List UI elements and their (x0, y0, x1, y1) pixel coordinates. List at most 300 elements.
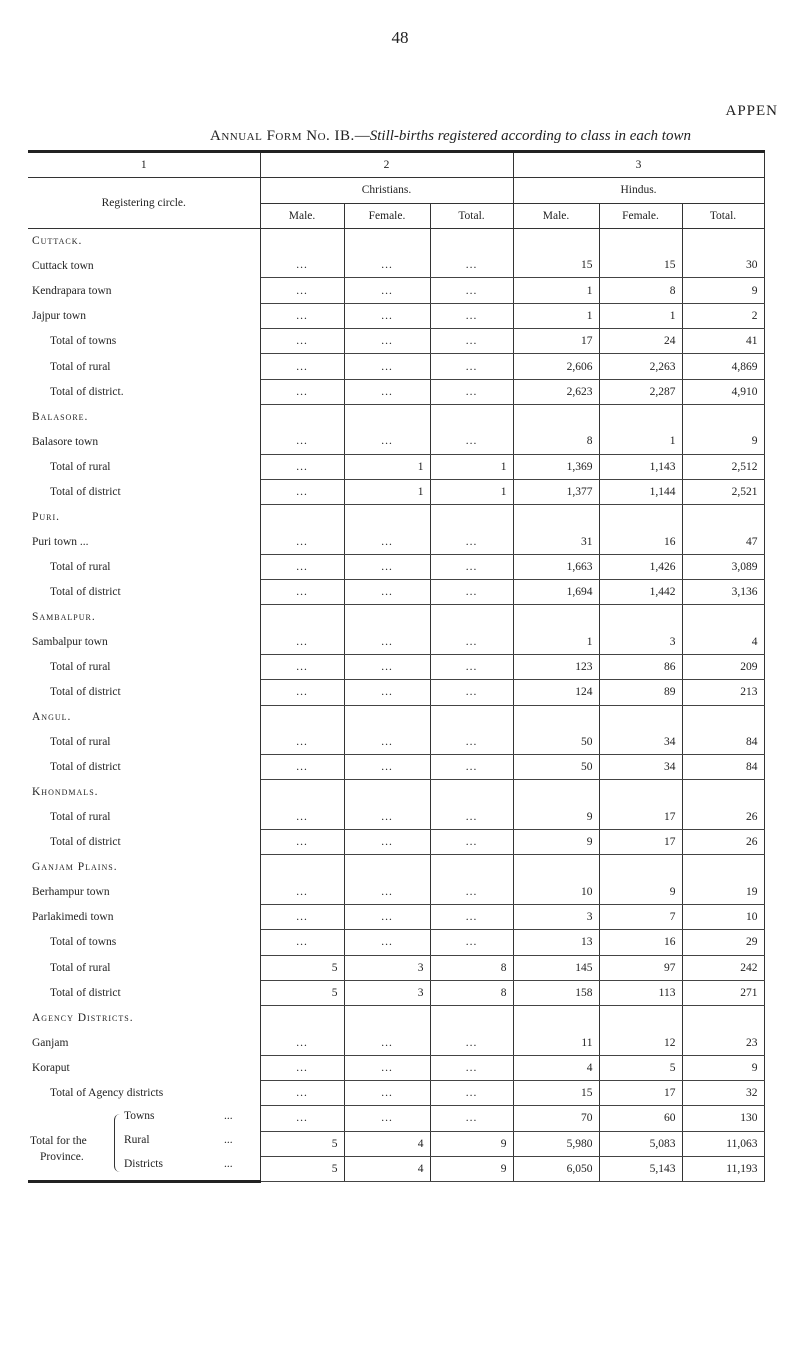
cell-christian-female: ... (344, 1055, 430, 1080)
cell-hindu-male: 5,980 (513, 1131, 599, 1156)
empty-cell (682, 404, 764, 429)
cell-christian-total: ... (430, 880, 513, 905)
cell-christian-female: ... (344, 654, 430, 679)
cell-christian-total: ... (430, 379, 513, 404)
province-label-b: Province. (40, 1150, 84, 1163)
cell-hindu-female: 17 (599, 830, 682, 855)
cell-christian-total: ... (430, 654, 513, 679)
header-row-groups (28, 178, 764, 203)
table-row (28, 253, 764, 278)
cell-hindu-total: 19 (682, 880, 764, 905)
cell-hindu-total: 4 (682, 630, 764, 655)
cell-christian-male: ... (260, 805, 344, 830)
cell-hindu-female: 1,442 (599, 580, 682, 605)
cell-christian-total: ... (430, 680, 513, 705)
empty-cell (599, 855, 682, 880)
cell-hindu-female: 24 (599, 329, 682, 354)
cell-hindu-male: 9 (513, 830, 599, 855)
empty-cell (260, 228, 344, 253)
cell-hindu-male: 1,663 (513, 554, 599, 579)
form-subtitle: Still-births registered according to class in each town (369, 128, 691, 144)
cell-hindu-total: 32 (682, 1080, 764, 1105)
cell-hindu-total: 3,089 (682, 554, 764, 579)
empty-cell (260, 780, 344, 805)
cell-christian-male: ... (260, 454, 344, 479)
form-number: Annual Form No. IB. (210, 128, 355, 144)
cell-hindu-female: 60 (599, 1106, 682, 1131)
empty-cell (344, 705, 430, 730)
cell-hindu-male: 1,377 (513, 479, 599, 504)
cell-christian-female: ... (344, 730, 430, 755)
cell-christian-male: ... (260, 730, 344, 755)
empty-cell (599, 505, 682, 530)
row-label: Total of rural (28, 805, 260, 830)
empty-cell (430, 780, 513, 805)
table-row (28, 980, 764, 1005)
cell-hindu-total: 26 (682, 830, 764, 855)
cell-hindu-female: 86 (599, 654, 682, 679)
cell-christian-male: ... (260, 1106, 344, 1131)
cell-hindu-total: 209 (682, 654, 764, 679)
row-label: Total of district (28, 680, 260, 705)
empty-cell (344, 228, 430, 253)
cell-hindu-male: 1,694 (513, 580, 599, 605)
empty-cell (430, 855, 513, 880)
empty-cell (513, 228, 599, 253)
section-header-sambalpur (28, 605, 764, 630)
table-row (28, 805, 764, 830)
cell-hindu-female: 34 (599, 730, 682, 755)
cell-hindu-total: 9 (682, 278, 764, 303)
section-title: Angul. (28, 705, 260, 730)
dot-leader: ... (224, 1109, 233, 1122)
row-label: Total of rural (28, 654, 260, 679)
row-label: Sambalpur town (28, 630, 260, 655)
cell-hindu-male: 124 (513, 680, 599, 705)
cell-christian-total: ... (430, 1055, 513, 1080)
table-row (28, 1080, 764, 1105)
cell-christian-male: ... (260, 1030, 344, 1055)
cell-hindu-male: 15 (513, 1080, 599, 1105)
row-label: Total of rural (28, 354, 260, 379)
cell-christian-female: ... (344, 329, 430, 354)
cell-hindu-female: 1,426 (599, 554, 682, 579)
table-row (28, 955, 764, 980)
section-title: Puri. (28, 505, 260, 530)
cell-christian-total: 8 (430, 980, 513, 1005)
section-header-agency (28, 1006, 764, 1031)
empty-cell (260, 855, 344, 880)
empty-cell (599, 705, 682, 730)
empty-cell (344, 505, 430, 530)
cell-hindu-female: 9 (599, 880, 682, 905)
table-row (28, 354, 764, 379)
cell-christian-female: ... (344, 379, 430, 404)
row-label: Total of towns (28, 930, 260, 955)
form-title (210, 128, 790, 145)
row-label: Total of rural (28, 554, 260, 579)
cell-christian-female: ... (344, 1030, 430, 1055)
cell-hindu-male: 145 (513, 955, 599, 980)
cell-christian-total: ... (430, 554, 513, 579)
table-row (28, 880, 764, 905)
cell-hindu-female: 16 (599, 930, 682, 955)
cell-christian-female: ... (344, 805, 430, 830)
cell-hindu-male: 3 (513, 904, 599, 929)
cell-hindu-male: 70 (513, 1106, 599, 1131)
row-label: Total of Agency districts (28, 1080, 260, 1105)
cell-christian-male: ... (260, 580, 344, 605)
empty-cell (599, 605, 682, 630)
section-header-balasore (28, 404, 764, 429)
cell-hindu-total: 213 (682, 680, 764, 705)
empty-cell (260, 1006, 344, 1031)
empty-cell (513, 1006, 599, 1031)
cell-hindu-female: 1 (599, 303, 682, 328)
empty-cell (513, 605, 599, 630)
cell-hindu-female: 97 (599, 955, 682, 980)
empty-cell (682, 228, 764, 253)
cell-hindu-male: 158 (513, 980, 599, 1005)
cell-hindu-male: 31 (513, 529, 599, 554)
empty-cell (513, 404, 599, 429)
cell-christian-female: ... (344, 630, 430, 655)
brace-icon (114, 1114, 121, 1172)
cell-christian-male: ... (260, 1080, 344, 1105)
row-label: Balasore town (28, 429, 260, 454)
page-number: 48 (391, 28, 409, 47)
cell-hindu-total: 11,063 (682, 1131, 764, 1156)
row-label: Ganjam (28, 1030, 260, 1055)
section-header-ganjam (28, 855, 764, 880)
cell-christian-total: ... (430, 1030, 513, 1055)
header-registering-circle: Registering circle. (28, 178, 260, 229)
cell-christian-male: 5 (260, 955, 344, 980)
row-label: Total of district (28, 580, 260, 605)
cell-hindu-female: 2,287 (599, 379, 682, 404)
cell-christian-male: ... (260, 880, 344, 905)
cell-christian-female: ... (344, 1106, 430, 1131)
cell-hindu-total: 84 (682, 755, 764, 780)
cell-christian-female: ... (344, 755, 430, 780)
cell-christian-female: 4 (344, 1131, 430, 1156)
cell-hindu-total: 2,512 (682, 454, 764, 479)
cell-christian-total: ... (430, 805, 513, 830)
cell-christian-male: 5 (260, 1156, 344, 1181)
table-row (28, 580, 764, 605)
table-row (28, 904, 764, 929)
table-row (28, 278, 764, 303)
cell-hindu-female: 89 (599, 680, 682, 705)
table-row (28, 379, 764, 404)
province-sublabel: Rural (124, 1133, 150, 1146)
table-row (28, 1030, 764, 1055)
appendix-heading: APPEN (725, 103, 778, 119)
empty-cell (344, 404, 430, 429)
cell-hindu-male: 13 (513, 930, 599, 955)
empty-cell (260, 505, 344, 530)
cell-hindu-total: 242 (682, 955, 764, 980)
cell-hindu-female: 7 (599, 904, 682, 929)
cell-christian-male: ... (260, 630, 344, 655)
cell-christian-female: 1 (344, 454, 430, 479)
cell-christian-total: ... (430, 303, 513, 328)
empty-cell (682, 605, 764, 630)
cell-christian-male: ... (260, 654, 344, 679)
cell-christian-total: 9 (430, 1131, 513, 1156)
cell-christian-female: ... (344, 529, 430, 554)
empty-cell (430, 605, 513, 630)
cell-christian-total: 8 (430, 955, 513, 980)
cell-hindu-male: 17 (513, 329, 599, 354)
section-title: Agency Districts. (28, 1006, 260, 1031)
section-header-khondmals (28, 780, 764, 805)
province-label-a: Total for the (30, 1134, 87, 1147)
cell-hindu-male: 4 (513, 1055, 599, 1080)
cell-hindu-total: 271 (682, 980, 764, 1005)
col-number-2: 2 (260, 152, 513, 178)
cell-christian-female: ... (344, 429, 430, 454)
row-label: Total of district (28, 755, 260, 780)
section-header-cuttack (28, 228, 764, 253)
cell-christian-total: ... (430, 354, 513, 379)
cell-hindu-female: 1,144 (599, 479, 682, 504)
cell-christian-total: ... (430, 278, 513, 303)
empty-cell (682, 855, 764, 880)
cell-christian-female: ... (344, 278, 430, 303)
table-row (28, 730, 764, 755)
cell-hindu-total: 3,136 (682, 580, 764, 605)
cell-christian-female: ... (344, 580, 430, 605)
cell-christian-male: ... (260, 379, 344, 404)
cell-hindu-total: 47 (682, 529, 764, 554)
empty-cell (599, 1006, 682, 1031)
cell-hindu-female: 5,143 (599, 1156, 682, 1181)
section-title: Khondmals. (28, 780, 260, 805)
section-title: Balasore. (28, 404, 260, 429)
empty-cell (430, 228, 513, 253)
row-label: Total of district. (28, 379, 260, 404)
cell-hindu-female: 113 (599, 980, 682, 1005)
cell-christian-male: ... (260, 830, 344, 855)
province-sublabel: Towns (124, 1109, 155, 1122)
table-row (28, 1055, 764, 1080)
row-label: Berhampur town (28, 880, 260, 905)
cell-christian-total: ... (430, 580, 513, 605)
cell-hindu-total: 23 (682, 1030, 764, 1055)
empty-cell (599, 404, 682, 429)
header-christian-total: Total. (430, 203, 513, 228)
cell-hindu-total: 10 (682, 904, 764, 929)
cell-hindu-total: 11,193 (682, 1156, 764, 1181)
cell-hindu-female: 16 (599, 529, 682, 554)
cell-christian-female: ... (344, 830, 430, 855)
table-row (28, 329, 764, 354)
cell-christian-female: ... (344, 554, 430, 579)
cell-hindu-male: 9 (513, 805, 599, 830)
cell-christian-female: ... (344, 303, 430, 328)
cell-hindu-male: 15 (513, 253, 599, 278)
cell-christian-total: ... (430, 930, 513, 955)
empty-cell (344, 780, 430, 805)
row-label: Jajpur town (28, 303, 260, 328)
cell-christian-male: ... (260, 278, 344, 303)
cell-hindu-female: 1,143 (599, 454, 682, 479)
row-label: Total of rural (28, 454, 260, 479)
cell-hindu-male: 6,050 (513, 1156, 599, 1181)
col-number-1: 1 (28, 152, 260, 178)
cell-christian-male: ... (260, 253, 344, 278)
empty-cell (260, 605, 344, 630)
cell-hindu-female: 3 (599, 630, 682, 655)
row-label: Total of district (28, 830, 260, 855)
cell-christian-total: ... (430, 253, 513, 278)
cell-hindu-male: 2,623 (513, 379, 599, 404)
header-hindu-male: Male. (513, 203, 599, 228)
cell-hindu-total: 84 (682, 730, 764, 755)
cell-christian-total: ... (430, 1080, 513, 1105)
header-hindu-total: Total. (682, 203, 764, 228)
cell-christian-female: ... (344, 880, 430, 905)
cell-christian-male: ... (260, 904, 344, 929)
cell-hindu-total: 4,910 (682, 379, 764, 404)
cell-christian-total: 1 (430, 479, 513, 504)
cell-hindu-male: 8 (513, 429, 599, 454)
row-label: Total of rural (28, 955, 260, 980)
province-label (28, 1106, 260, 1182)
cell-christian-male: ... (260, 554, 344, 579)
empty-cell (430, 705, 513, 730)
empty-cell (430, 505, 513, 530)
cell-christian-female: ... (344, 904, 430, 929)
empty-cell (682, 780, 764, 805)
table-row (28, 830, 764, 855)
cell-christian-female: 4 (344, 1156, 430, 1181)
dot-leader: ... (224, 1133, 233, 1146)
table-row (28, 654, 764, 679)
cell-christian-total: ... (430, 429, 513, 454)
cell-christian-total: ... (430, 904, 513, 929)
section-header-puri (28, 505, 764, 530)
cell-hindu-total: 9 (682, 1055, 764, 1080)
cell-christian-total: 1 (430, 454, 513, 479)
col-number-3: 3 (513, 152, 764, 178)
cell-hindu-female: 5,083 (599, 1131, 682, 1156)
empty-cell (513, 705, 599, 730)
section-header-angul (28, 705, 764, 730)
cell-christian-female: ... (344, 1080, 430, 1105)
empty-cell (599, 780, 682, 805)
cell-hindu-male: 50 (513, 730, 599, 755)
cell-hindu-female: 8 (599, 278, 682, 303)
cell-hindu-female: 34 (599, 755, 682, 780)
cell-christian-male: ... (260, 354, 344, 379)
cell-christian-male: ... (260, 930, 344, 955)
province-row (28, 1106, 764, 1131)
cell-christian-male: 5 (260, 980, 344, 1005)
province-sublabel: Districts (124, 1157, 163, 1170)
header-hindu-female: Female. (599, 203, 682, 228)
cell-hindu-total: 2,521 (682, 479, 764, 504)
header-christian-male: Male. (260, 203, 344, 228)
cell-christian-male: ... (260, 429, 344, 454)
section-title: Ganjam Plains. (28, 855, 260, 880)
empty-cell (430, 404, 513, 429)
empty-cell (682, 705, 764, 730)
empty-cell (260, 404, 344, 429)
cell-hindu-total: 9 (682, 429, 764, 454)
row-label: Total of rural (28, 730, 260, 755)
row-label: Cuttack town (28, 253, 260, 278)
header-hindus: Hindus. (513, 178, 764, 203)
cell-hindu-male: 1,369 (513, 454, 599, 479)
column-number-row (28, 152, 764, 178)
cell-christian-total: ... (430, 755, 513, 780)
cell-christian-female: ... (344, 354, 430, 379)
cell-christian-total: ... (430, 730, 513, 755)
row-label: Parlakimedi town (28, 904, 260, 929)
cell-christian-male: ... (260, 529, 344, 554)
cell-christian-female: 3 (344, 980, 430, 1005)
cell-christian-male: ... (260, 755, 344, 780)
cell-hindu-female: 15 (599, 253, 682, 278)
cell-hindu-total: 30 (682, 253, 764, 278)
cell-christian-total: ... (430, 329, 513, 354)
cell-hindu-male: 11 (513, 1030, 599, 1055)
table-row (28, 529, 764, 554)
cell-christian-total: ... (430, 630, 513, 655)
cell-hindu-female: 17 (599, 1080, 682, 1105)
table-row (28, 930, 764, 955)
cell-hindu-male: 50 (513, 755, 599, 780)
cell-hindu-male: 1 (513, 630, 599, 655)
table-row (28, 630, 764, 655)
cell-christian-male: ... (260, 1055, 344, 1080)
table-row (28, 479, 764, 504)
cell-christian-total: ... (430, 1106, 513, 1131)
row-label: Puri town ... (28, 529, 260, 554)
row-label: Koraput (28, 1055, 260, 1080)
row-label: Kendrapara town (28, 278, 260, 303)
cell-christian-total: ... (430, 529, 513, 554)
cell-christian-female: ... (344, 253, 430, 278)
empty-cell (430, 1006, 513, 1031)
table-row (28, 680, 764, 705)
cell-hindu-total: 29 (682, 930, 764, 955)
cell-christian-male: ... (260, 329, 344, 354)
cell-hindu-male: 1 (513, 278, 599, 303)
table-row (28, 429, 764, 454)
table-row (28, 554, 764, 579)
cell-hindu-female: 5 (599, 1055, 682, 1080)
cell-christian-male: 5 (260, 1131, 344, 1156)
cell-christian-total: 9 (430, 1156, 513, 1181)
cell-christian-total: ... (430, 830, 513, 855)
dot-leader: ... (224, 1157, 233, 1170)
empty-cell (344, 1006, 430, 1031)
cell-hindu-female: 2,263 (599, 354, 682, 379)
cell-christian-female: ... (344, 930, 430, 955)
row-label: Total of district (28, 980, 260, 1005)
cell-hindu-female: 1 (599, 429, 682, 454)
cell-hindu-total: 41 (682, 329, 764, 354)
empty-cell (344, 605, 430, 630)
cell-christian-female: ... (344, 680, 430, 705)
cell-hindu-total: 4,869 (682, 354, 764, 379)
cell-hindu-male: 123 (513, 654, 599, 679)
table-row (28, 303, 764, 328)
cell-christian-female: 1 (344, 479, 430, 504)
